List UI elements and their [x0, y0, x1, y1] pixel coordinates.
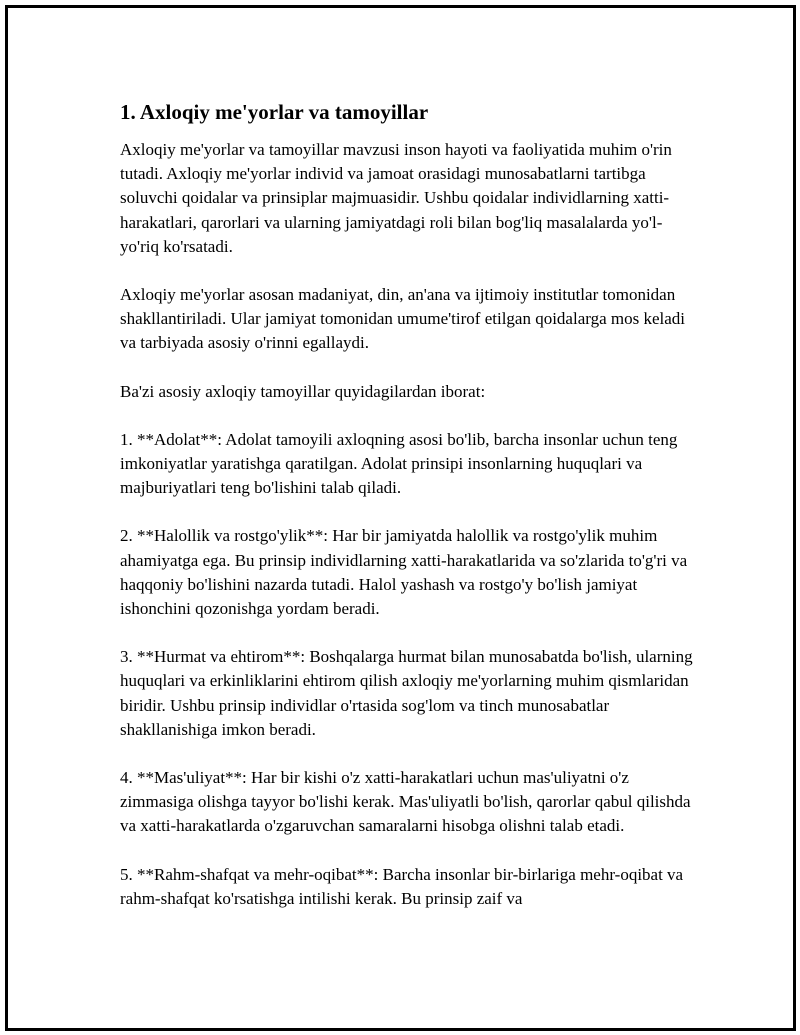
paragraph-list-intro: Ba'zi asosiy axloqiy tamoyillar quyidagilardan iborat:	[120, 381, 486, 401]
paragraph-item-halollik: 2. **Halollik va rostgo'ylik**: Har bir jamiyatda halollik va rostgo'ylik muhim ahamiyatga ega. Bu prinsip individlarning xatti-harakatlarida va so'zlarida to'g'ri va haqqoniy bo'lishini nazarda tutadi. Halol yashash va rostgo'y bo'lish jamiyat ishonchini qozonishga yordam beradi.	[120, 526, 688, 619]
document-content	[120, 98, 700, 935]
paragraph-item-adolat: 1. **Adolat**: Adolat tamoyili axloqning asosi bo'lib, barcha insonlar uchun teng imkoniyatlar yaratishga qaratilgan. Adolat prinsipi insonlarning huquqlari va majburiyatlari teng bo'lishini talab qiladi.	[120, 429, 678, 498]
paragraph-origins: Axloqiy me'yorlar asosan madaniyat, din, an'ana va ijtimoiy institutlar tomonidan shakllantiriladi. Ular jamiyat tomonidan umume'tirof etilgan qoidalarga mos keladi va tarbiyada asosiy o'rinni egallaydi.	[120, 285, 686, 353]
section-heading: 1. Axloqiy me'yorlar va tamoyillar	[120, 100, 429, 124]
page-frame	[5, 5, 796, 1031]
paragraph-item-rahm-shafqat: 5. **Rahm-shafqat va mehr-oqibat**: Barcha insonlar bir-birlariga mehr-oqibat va rahm-shafqat ko'rsatishga intilishi kerak. Bu prinsip zaif va	[120, 864, 684, 908]
paragraph-item-hurmat: 3. **Hurmat va ehtirom**: Boshqalarga hurmat bilan munosabatda bo'lish, ularning huquqlari va erkinliklarini ehtirom qilish axloqiy me'yorlarning muhim qismlaridan biridir. Ushbu prinsip individlar o'rtasida sog'lom va tinch munosabatlar shakllanishiga imkon beradi.	[120, 647, 693, 739]
paragraph-item-masuliyat: 4. **Mas'uliyat**: Har bir kishi o'z xatti-harakatlari uchun mas'uliyatni o'z zimmasiga olishga tayyor bo'lishi kerak. Mas'uliyatli bo'lish, qarorlar qabul qilishda va xatti-harakatlarda o'zgaruvchan samaralarni hisobga olishni talab etadi.	[120, 768, 691, 836]
paragraph-intro: Axloqiy me'yorlar va tamoyillar mavzusi inson hayoti va faoliyatida muhim o'rin tutadi. Axloqiy me'yorlar individ va jamoat orasidagi munosabatlarni tartibga soluvchi qoidalar va prinsiplar majmuasidir. Ushbu qoidalar individlarning xatti-harakatlari, qarorlari va ularning jamiyatdagi roli bilan bog'liq masalalarda yo'l-yo'riq ko'rsatadi.	[120, 140, 672, 256]
